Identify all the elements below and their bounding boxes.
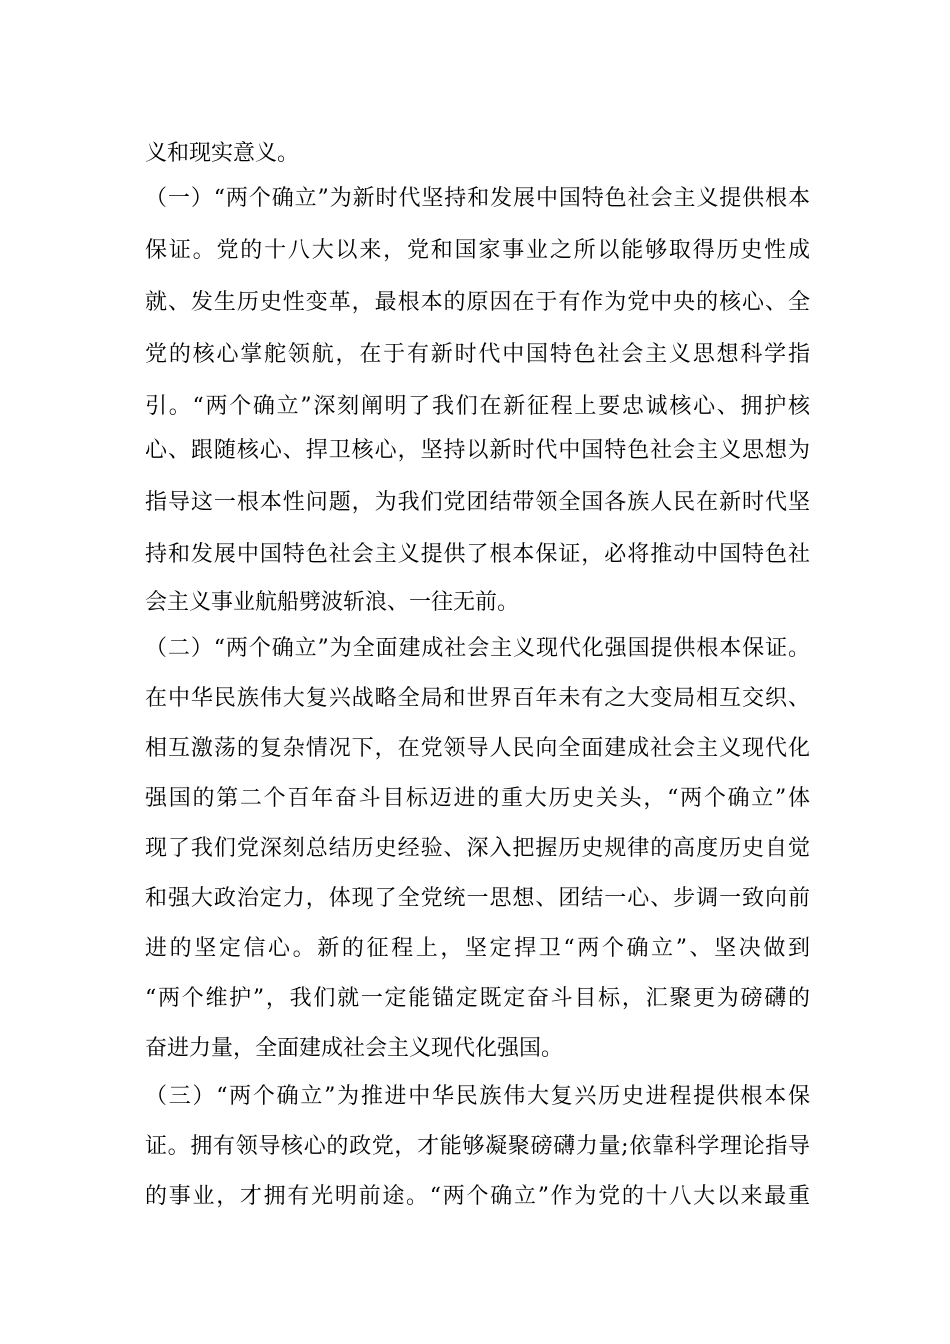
text-line: 现了我们党深刻总结历史经验、深入把握历史规律的高度历史自觉 <box>145 836 810 861</box>
text-line: 进的坚定信心。新的征程上，坚定捍卫“两个确立”、坚决做到 <box>145 936 810 961</box>
text-line: 会主义事业航船劈波斩浪、一往无前。 <box>145 590 520 615</box>
text-line: 引。“两个确立”深刻阐明了我们在新征程上要忠诚核心、拥护核 <box>145 394 810 419</box>
text-line: 党的核心掌舵领航，在于有新时代中国特色社会主义思想科学指 <box>145 342 810 367</box>
text-line: 指导这一根本性问题，为我们党团结带领全国各族人民在新时代坚 <box>145 490 810 515</box>
text-line: 就、发生历史性变革，最根本的原因在于有作为党中央的核心、全 <box>145 290 810 315</box>
text-line: 持和发展中国特色社会主义提供了根本保证，必将推动中国特色社 <box>145 542 810 567</box>
text-line: 心、跟随核心、捍卫核心，坚持以新时代中国特色社会主义思想为 <box>145 438 810 463</box>
text-line: 在中华民族伟大复兴战略全局和世界百年未有之大变局相互交织、 <box>145 686 810 711</box>
text-line: 的事业，才拥有光明前途。“两个确立”作为党的十八大以来最重 <box>145 1184 810 1209</box>
text-line: 奋进力量，全面建成社会主义现代化强国。 <box>145 1036 564 1061</box>
text-line: 义和现实意义。 <box>145 141 300 166</box>
text-line: 保证。党的十八大以来，党和国家事业之所以能够取得历史性成 <box>145 238 810 263</box>
text-line: 强国的第二个百年奋斗目标迈进的重大历史关头，“两个确立”体 <box>145 786 810 811</box>
text-line: “两个维护”，我们就一定能锚定既定奋斗目标，汇聚更为磅礴的 <box>145 986 810 1011</box>
text-line: 相互激荡的复杂情况下，在党领导人民向全面建成社会主义现代化 <box>145 736 810 761</box>
text-line: 和强大政治定力，体现了全党统一思想、团结一心、步调一致向前 <box>145 886 810 911</box>
text-line: （二）“两个确立”为全面建成社会主义现代化强国提供根本保证。 <box>145 636 810 661</box>
text-line: （一）“两个确立”为新时代坚持和发展中国特色社会主义提供根本 <box>145 186 810 211</box>
text-line: （三）“两个确立”为推进中华民族伟大复兴历史进程提供根本保 <box>145 1084 810 1109</box>
text-line: 证。拥有领导核心的政党，才能够凝聚磅礴力量;依靠科学理论指导 <box>145 1134 810 1159</box>
